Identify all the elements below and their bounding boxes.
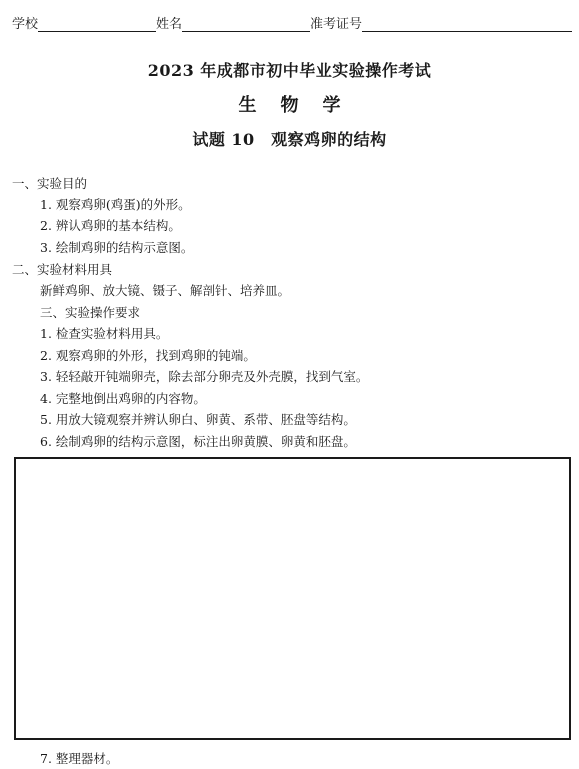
drawing-answer-box[interactable] [14, 457, 571, 740]
requirement-item: 1. 检查实验材料用具。 [40, 326, 169, 341]
materials-text: 新鲜鸡卵、放大镜、镊子、解剖针、培养皿。 [40, 283, 291, 298]
section-heading-requirements: 三、实验操作要求 [40, 305, 141, 320]
purpose-item: 2. 辨认鸡卵的基本结构。 [40, 218, 181, 233]
purpose-item: 3. 绘制鸡卵的结构示意图。 [40, 240, 194, 255]
section-heading-materials: 二、实验材料用具 [12, 262, 113, 277]
school-blank[interactable] [38, 15, 156, 32]
purpose-item: 1. 观察鸡卵(鸡蛋)的外形。 [40, 197, 191, 212]
ticket-number-blank[interactable] [362, 15, 572, 32]
exam-title: 2023 年成都市初中毕业实验操作考试 [147, 61, 432, 80]
question-title: 试题 10 观察鸡卵的结构 [192, 130, 387, 149]
subject-title: 生物学 [238, 95, 365, 116]
name-blank[interactable] [182, 15, 310, 32]
name-label: 姓名 [156, 17, 183, 32]
school-label: 学校 [12, 17, 39, 32]
requirement-item: 3. 轻轻敲开钝端卵壳，除去部分卵壳及外壳膜，找到气室。 [40, 369, 369, 384]
ticket-number-label: 准考证号 [310, 17, 363, 32]
requirement-item: 2. 观察鸡卵的外形，找到鸡卵的钝端。 [40, 348, 256, 363]
requirement-item-final: 7. 整理器材。 [40, 751, 119, 766]
requirement-item: 5. 用放大镜观察并辨认卵白、卵黄、系带、胚盘等结构。 [40, 412, 356, 427]
requirement-item: 6. 绘制鸡卵的结构示意图，标注出卵黄膜、卵黄和胚盘。 [40, 434, 356, 449]
section-heading-purpose: 一、实验目的 [12, 176, 88, 191]
requirement-item: 4. 完整地倒出鸡卵的内容物。 [40, 391, 206, 406]
exam-info-header [12, 10, 572, 32]
